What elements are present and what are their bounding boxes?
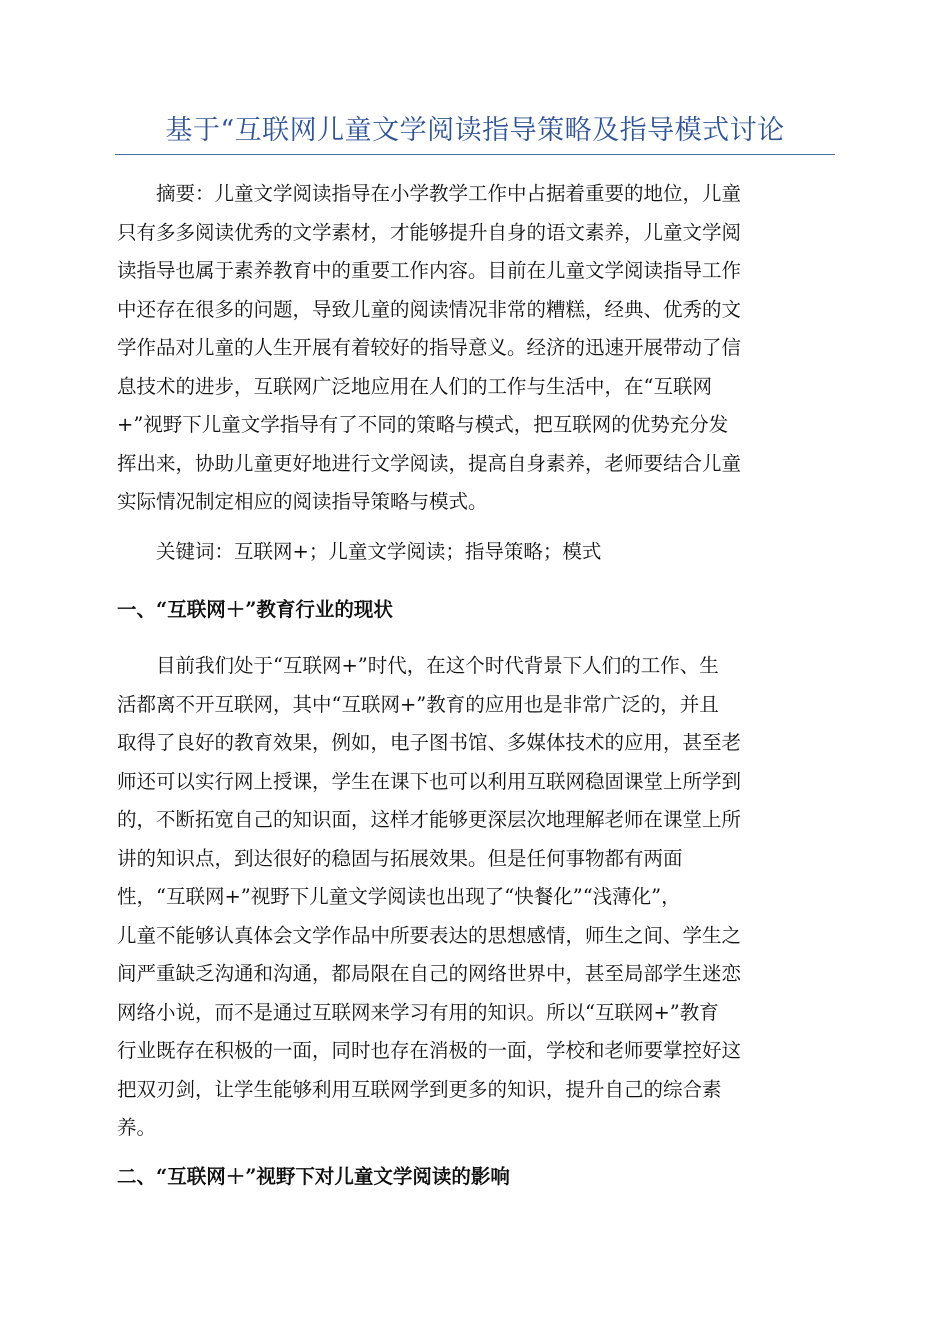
abstract-line: 息技术的进步，互联网广泛地应用在人们的工作与生活中，在“互联网 [117,374,712,398]
paragraph-line: 行业既存在积极的一面，同时也存在消极的一面，学校和老师要掌控好这 [117,1039,742,1062]
section-heading-1: 一、“互联网＋”教育行业的现状 [117,598,393,621]
paragraph-line: 取得了良好的教育效果，例如，电子图书馆、多媒体技术的应用，甚至老 [117,731,742,754]
paragraph-line: 的，不断拓宽自己的知识面，这样才能够更深层次地理解老师在课堂上所 [117,808,742,831]
abstract-line: 只有多多阅读优秀的文学素材，才能够提升自身的语文素养，儿童文学阅 [117,220,742,244]
abstract-paragraph [117,175,833,522]
document-title: 基于“互联网儿童文学阅读指导策略及指导模式讨论 [165,115,785,146]
paragraph-line: 儿童不能够认真体会文学作品中所要表达的思想感情，师生之间、学生之 [117,923,742,947]
abstract-line: 挥出来，协助儿童更好地进行文学阅读，提高自身素养，老师要结合儿童 [117,451,742,475]
paragraph-line: 把双刃剑，让学生能够利用互联网学到更多的知识，提升自己的综合素 [117,1077,722,1101]
paragraph-line: 网络小说，而不是通过互联网来学习有用的知识。所以“互联网+”教育 [117,1000,719,1024]
section-heading-2: 二、“互联网＋”视野下对儿童文学阅读的影响 [117,1165,510,1188]
paragraph-line: 目前我们处于“互联网+”时代，在这个时代背景下人们的工作、生 [156,654,719,677]
paragraph-line: 师还可以实行网上授课，学生在课下也可以利用互联网稳固课堂上所学到 [117,769,742,793]
abstract-line: 中还存在很多的问题，导致儿童的阅读情况非常的糟糕，经典、优秀的文 [117,297,742,321]
abstract-line: 摘要：儿童文学阅读指导在小学教学工作中占据着重要的地位，儿童 [156,182,742,205]
paragraph-line: 讲的知识点，到达很好的稳固与拓展效果。但是任何事物都有两面 [117,846,683,870]
paragraph-line: 养。 [117,1116,157,1139]
abstract-line: 学作品对儿童的人生开展有着较好的指导意义。经济的迅速开展带动了信 [117,336,742,359]
keywords-line [117,533,833,572]
section-1-paragraph [117,647,833,1148]
paragraph-line: 间严重缺乏沟通和沟通，都局限在自己的网络世界中，甚至局部学生迷恋 [117,962,742,985]
abstract-line: 实际情况制定相应的阅读指导策略与模式。 [117,490,488,513]
title-block [115,112,835,155]
paragraph-line: 活都离不开互联网，其中“互联网+”教育的应用也是非常广泛的，并且 [117,692,719,716]
abstract-line: 读指导也属于素养教育中的重要工作内容。目前在儿童文学阅读指导工作 [117,259,742,282]
keywords-text: 关键词：互联网+；儿童文学阅读；指导策略；模式 [156,540,602,563]
paragraph-line: 性，“互联网+”视野下儿童文学阅读也出现了“快餐化”“浅薄化”， [117,885,681,908]
abstract-line: +”视野下儿童文学指导有了不同的策略与模式，把互联网的优势充分发 [117,413,729,436]
